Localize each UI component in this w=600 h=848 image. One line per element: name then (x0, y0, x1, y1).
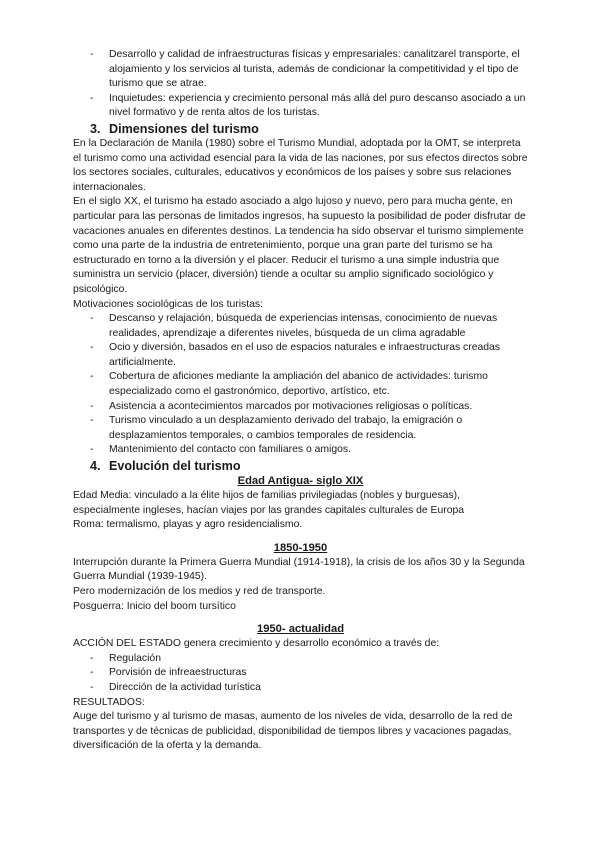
era-2-line-2: Pero modernización de los medios y red de transporte. (73, 586, 326, 597)
era-3-intro: ACCIÓN DEL ESTADO genera crecimiento y desarrollo económico a través de: (73, 638, 440, 650)
era-3-bullet-list (73, 652, 528, 696)
era-1-line-1: Edad Media: vinculado a la élite hijos de familias privilegiadas (nobles y burguesas), especialmente ingleses, hacían viajes por las grandes capitales culturales de Europa (73, 490, 465, 516)
list-item: - Cobertura de aficiones mediante la ampliación del abanico de actividades: turismo especializado como el gastronómico, deportivo, artístico, etc. (90, 371, 488, 398)
results-label: RESULTADOS: (73, 696, 145, 708)
section-3-heading: 3. Dimensiones del turismo (90, 121, 259, 136)
motivations-list (73, 312, 528, 458)
list-item: - Ocio y diversión, basados en el uso de espacios naturales e infraestructuras creadas artificialmente. (90, 342, 501, 368)
list-item: - Dirección de la actividad turística (90, 681, 261, 693)
motivations-title: Motivaciones sociológicas de los turistas: (73, 298, 264, 310)
section-3-paragraph-1: En la Declaración de Manila (1980) sobre el Turismo Mundial, adoptada por la OMT, se interpreta el turismo como una actividad esencial para la vida de las naciones, por sus efectos directos sobre los sectores sociales, culturales, educativos y económicos de los países y sobre sus relaciones internacionales. (73, 137, 528, 193)
list-item: - Porvisión de infreaestructuras (90, 667, 247, 679)
list-item: - Desarrollo y calidad de infraestructuras físicas y empresariales: canalitzarel transporte, el alojamiento y los servicios al turista, además de condicionar la competitividad y el tipo de turismo que se atrae. (90, 49, 520, 90)
list-item: - Descanso y relajación, búsqueda de experiencias intensas, conocimiento de nuevas realidades, aprendizaje a diferentes niveles, búsqueda de un clima agradable (90, 313, 498, 339)
intro-bullet-list (73, 48, 528, 121)
results-paragraph: Auge del turismo y al turismo de masas, aumento de los niveles de vida, desarrollo de la red de transportes y de técnicas de publicidad, disponibilidad de tiempos libres y vacaciones pagadas, diversificación de la oferta y la demanda. (73, 711, 513, 752)
section-3-paragraph-2: En el siglo XX, el turismo ha estado asociado a algo lujoso y nuevo, pero para mucha gente, en particular para las personas de limitados ingresos, ha supuesto la posibilidad de poder disfrutar de vacaciones anuales en diferentes destinos. La tendencia ha sido observar el turismo simplemente como una parte de la industria de entretenimiento, porque una gran parte del turismo se ha estructurado en torno a la diversión y el placer. Reducir el turismo a una simple industria que suministra un servicio (placer, diversión) tiende a ocultar su amplio significado sociológico y psicológico. (73, 196, 526, 295)
list-item: - Asistencia a acontecimientos marcados por motivaciones religiosas o políticas. (90, 400, 473, 412)
era-2-line-1: Interrupción durante la Primera Guerra Mundial (1914-1918), la crisis de los años 30 y la Segunda Guerra Mundial (1939-1945). (73, 556, 525, 583)
era-2-heading: 1850-1950 (273, 541, 328, 554)
list-item: - Inquietudes: experiencia y crecimiento personal más allá del puro descanso asociado a un nivel formativo y de renta altos de los turistas. (90, 92, 526, 119)
list-item: - Mantenimiento del contacto con familiares o amigos. (90, 444, 351, 456)
list-item: - Turismo vinculado a un desplazamiento derivado del trabajo, la emigración o desplazamientos temporales, o cambios temporales de residencia. (90, 415, 463, 441)
era-2-line-3: Posguerra: Inicio del boom tursítico (73, 600, 236, 612)
section-4-heading: 4. Evolución del turismo (90, 459, 241, 474)
era-1-heading: Edad Antigua- siglo XIX (237, 475, 364, 488)
list-item: - Regulación (90, 652, 161, 664)
era-3-heading: 1950- actualidad (256, 623, 345, 636)
document-content (73, 48, 528, 754)
era-1-line-2: Roma: termalismo, playas y agro residencialismo. (73, 519, 303, 531)
